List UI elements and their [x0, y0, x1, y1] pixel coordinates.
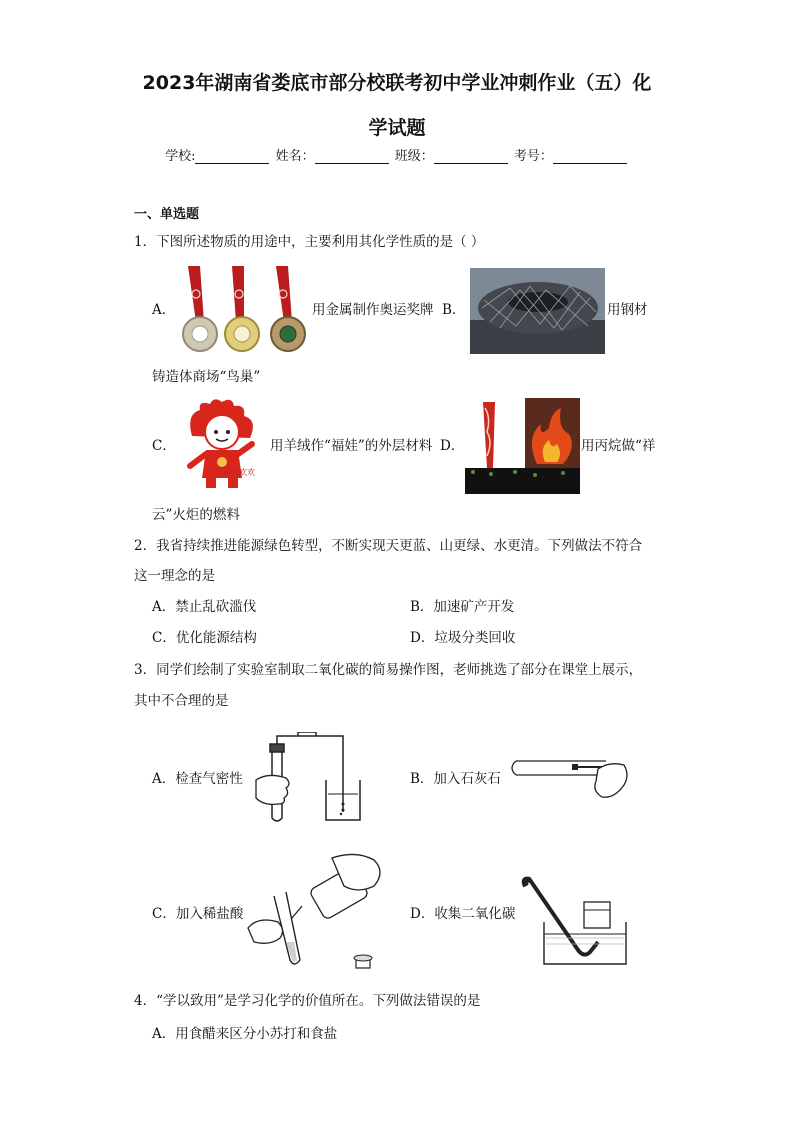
q1-option-b-label: B． — [442, 302, 466, 318]
q1-option-b-text: 用钢材 — [607, 302, 648, 318]
birds-nest-stadium-image — [470, 268, 605, 354]
q1-option-a-label: A． — [152, 302, 176, 318]
q2-stem-line-1: 2．我省持续推进能源绿色转型，不断实现天更蓝、山更绿、水更清。下列做法不符合 — [134, 538, 643, 554]
id-blank[interactable] — [553, 150, 627, 164]
title-line-1: 2023年湖南省娄底市部分校联考初中学业冲刺作业（五）化 — [142, 72, 652, 94]
q1-option-d-label: D． — [440, 438, 465, 454]
q4-option-a: A．用食醋来区分小苏打和食盐 — [152, 1026, 338, 1042]
add-dilute-hcl-image — [240, 850, 390, 976]
school-label: 学校: — [165, 149, 196, 164]
olympic-medals-image — [180, 264, 310, 356]
q2-option-c: C．优化能源结构 — [152, 630, 257, 646]
olympic-torch-image — [465, 398, 580, 494]
class-label: 班级： — [394, 149, 434, 164]
q1-option-c-text: 用羊绒作“福娃”的外层材料 — [270, 438, 433, 454]
class-blank[interactable] — [434, 150, 508, 164]
q3-option-c: C．加入稀盐酸 — [152, 906, 244, 922]
q2-option-a: A．禁止乱砍滥伐 — [152, 599, 257, 615]
q1-option-c-label: C． — [152, 438, 176, 454]
q3-stem-line-1: 3．同学们绘制了实验室制取二氧化碳的简易操作图，老师挑选了部分在课堂上展示， — [134, 662, 643, 678]
q3-option-b: B．加入石灰石 — [410, 771, 501, 787]
fuwa-caption: 福娃欢欢 — [223, 468, 255, 477]
q2-option-b: B．加速矿产开发 — [410, 599, 515, 615]
airtightness-check-image — [246, 732, 366, 824]
q3-option-d: D．收集二氧化碳 — [410, 906, 516, 922]
q1-stem: 1．下图所述物质的用途中，主要利用其化学性质的是（ ） — [134, 234, 485, 250]
section-heading: 一、单选题 — [134, 207, 200, 222]
name-label: 姓名： — [275, 149, 315, 164]
title-line-2: 学试题 — [368, 117, 426, 139]
collect-co2-image — [518, 872, 630, 968]
name-blank[interactable] — [315, 150, 389, 164]
fuwa-mascot-image — [182, 396, 262, 496]
q1-option-d-continued: 云”火炬的燃料 — [152, 507, 240, 523]
q2-stem-line-2: 这一理念的是 — [134, 568, 215, 584]
q4-stem: 4．“学以致用”是学习化学的价值所在。下列做法错误的是 — [134, 993, 481, 1009]
q1-option-a-text: 用金属制作奥运奖牌 — [312, 302, 434, 318]
q1-option-d-text: 用丙烷做“祥 — [581, 438, 656, 454]
id-label: 考号： — [513, 149, 553, 164]
school-blank[interactable] — [195, 150, 269, 164]
q3-stem-line-2: 其中不合理的是 — [134, 693, 229, 709]
add-limestone-image — [506, 755, 630, 805]
q1-option-b-continued: 铸造体商场“鸟巢” — [152, 369, 261, 385]
q2-option-d: D．垃圾分类回收 — [410, 630, 516, 646]
student-info-line — [0, 145, 794, 164]
q3-option-a: A．检查气密性 — [152, 771, 243, 787]
